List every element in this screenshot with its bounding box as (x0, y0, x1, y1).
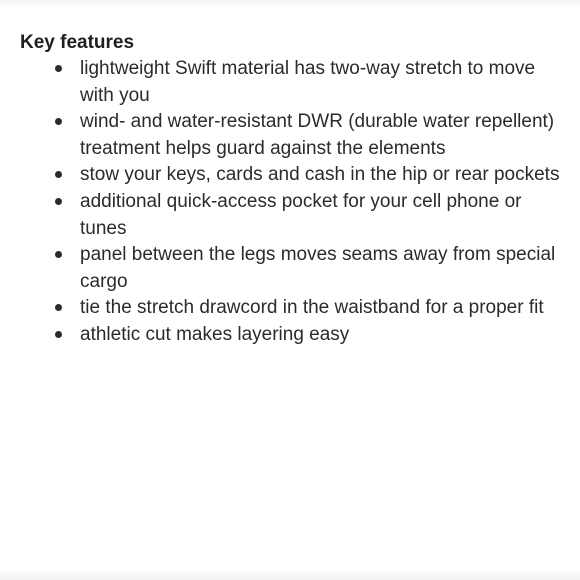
features-list (20, 56, 565, 349)
list-item-text: stow your keys, cards and cash in the hip or rear pockets (80, 164, 560, 186)
list-item (80, 189, 565, 242)
list-item (80, 56, 565, 109)
top-edge-shadow (0, 0, 580, 8)
bottom-edge-shadow (0, 570, 580, 580)
bullet-icon (55, 171, 62, 178)
list-item-text: lightweight Swift material has two-way stretch to move with you (80, 58, 536, 106)
key-features-section (20, 30, 565, 349)
list-item-text: tie the stretch drawcord in the waistband for a proper fit (80, 297, 544, 319)
list-item-text: athletic cut makes layering easy (80, 323, 350, 345)
list-item (80, 322, 565, 349)
list-item-text: additional quick-access pocket for your cell phone or tunes (80, 190, 522, 239)
bullet-icon (55, 251, 62, 258)
list-item (80, 109, 565, 162)
bullet-icon (55, 65, 62, 72)
list-item (80, 295, 565, 322)
list-item (80, 242, 565, 295)
list-item-text: panel between the legs moves seams away from special cargo (80, 244, 556, 292)
bullet-icon (55, 331, 62, 338)
bullet-icon (55, 304, 62, 311)
list-item-text: wind- and water-resistant DWR (durable water repellent) treatment helps guard against the elements (80, 111, 555, 159)
list-item (80, 162, 565, 189)
section-heading: Key features (20, 32, 135, 53)
bullet-icon (55, 118, 62, 125)
bullet-icon (55, 198, 62, 205)
